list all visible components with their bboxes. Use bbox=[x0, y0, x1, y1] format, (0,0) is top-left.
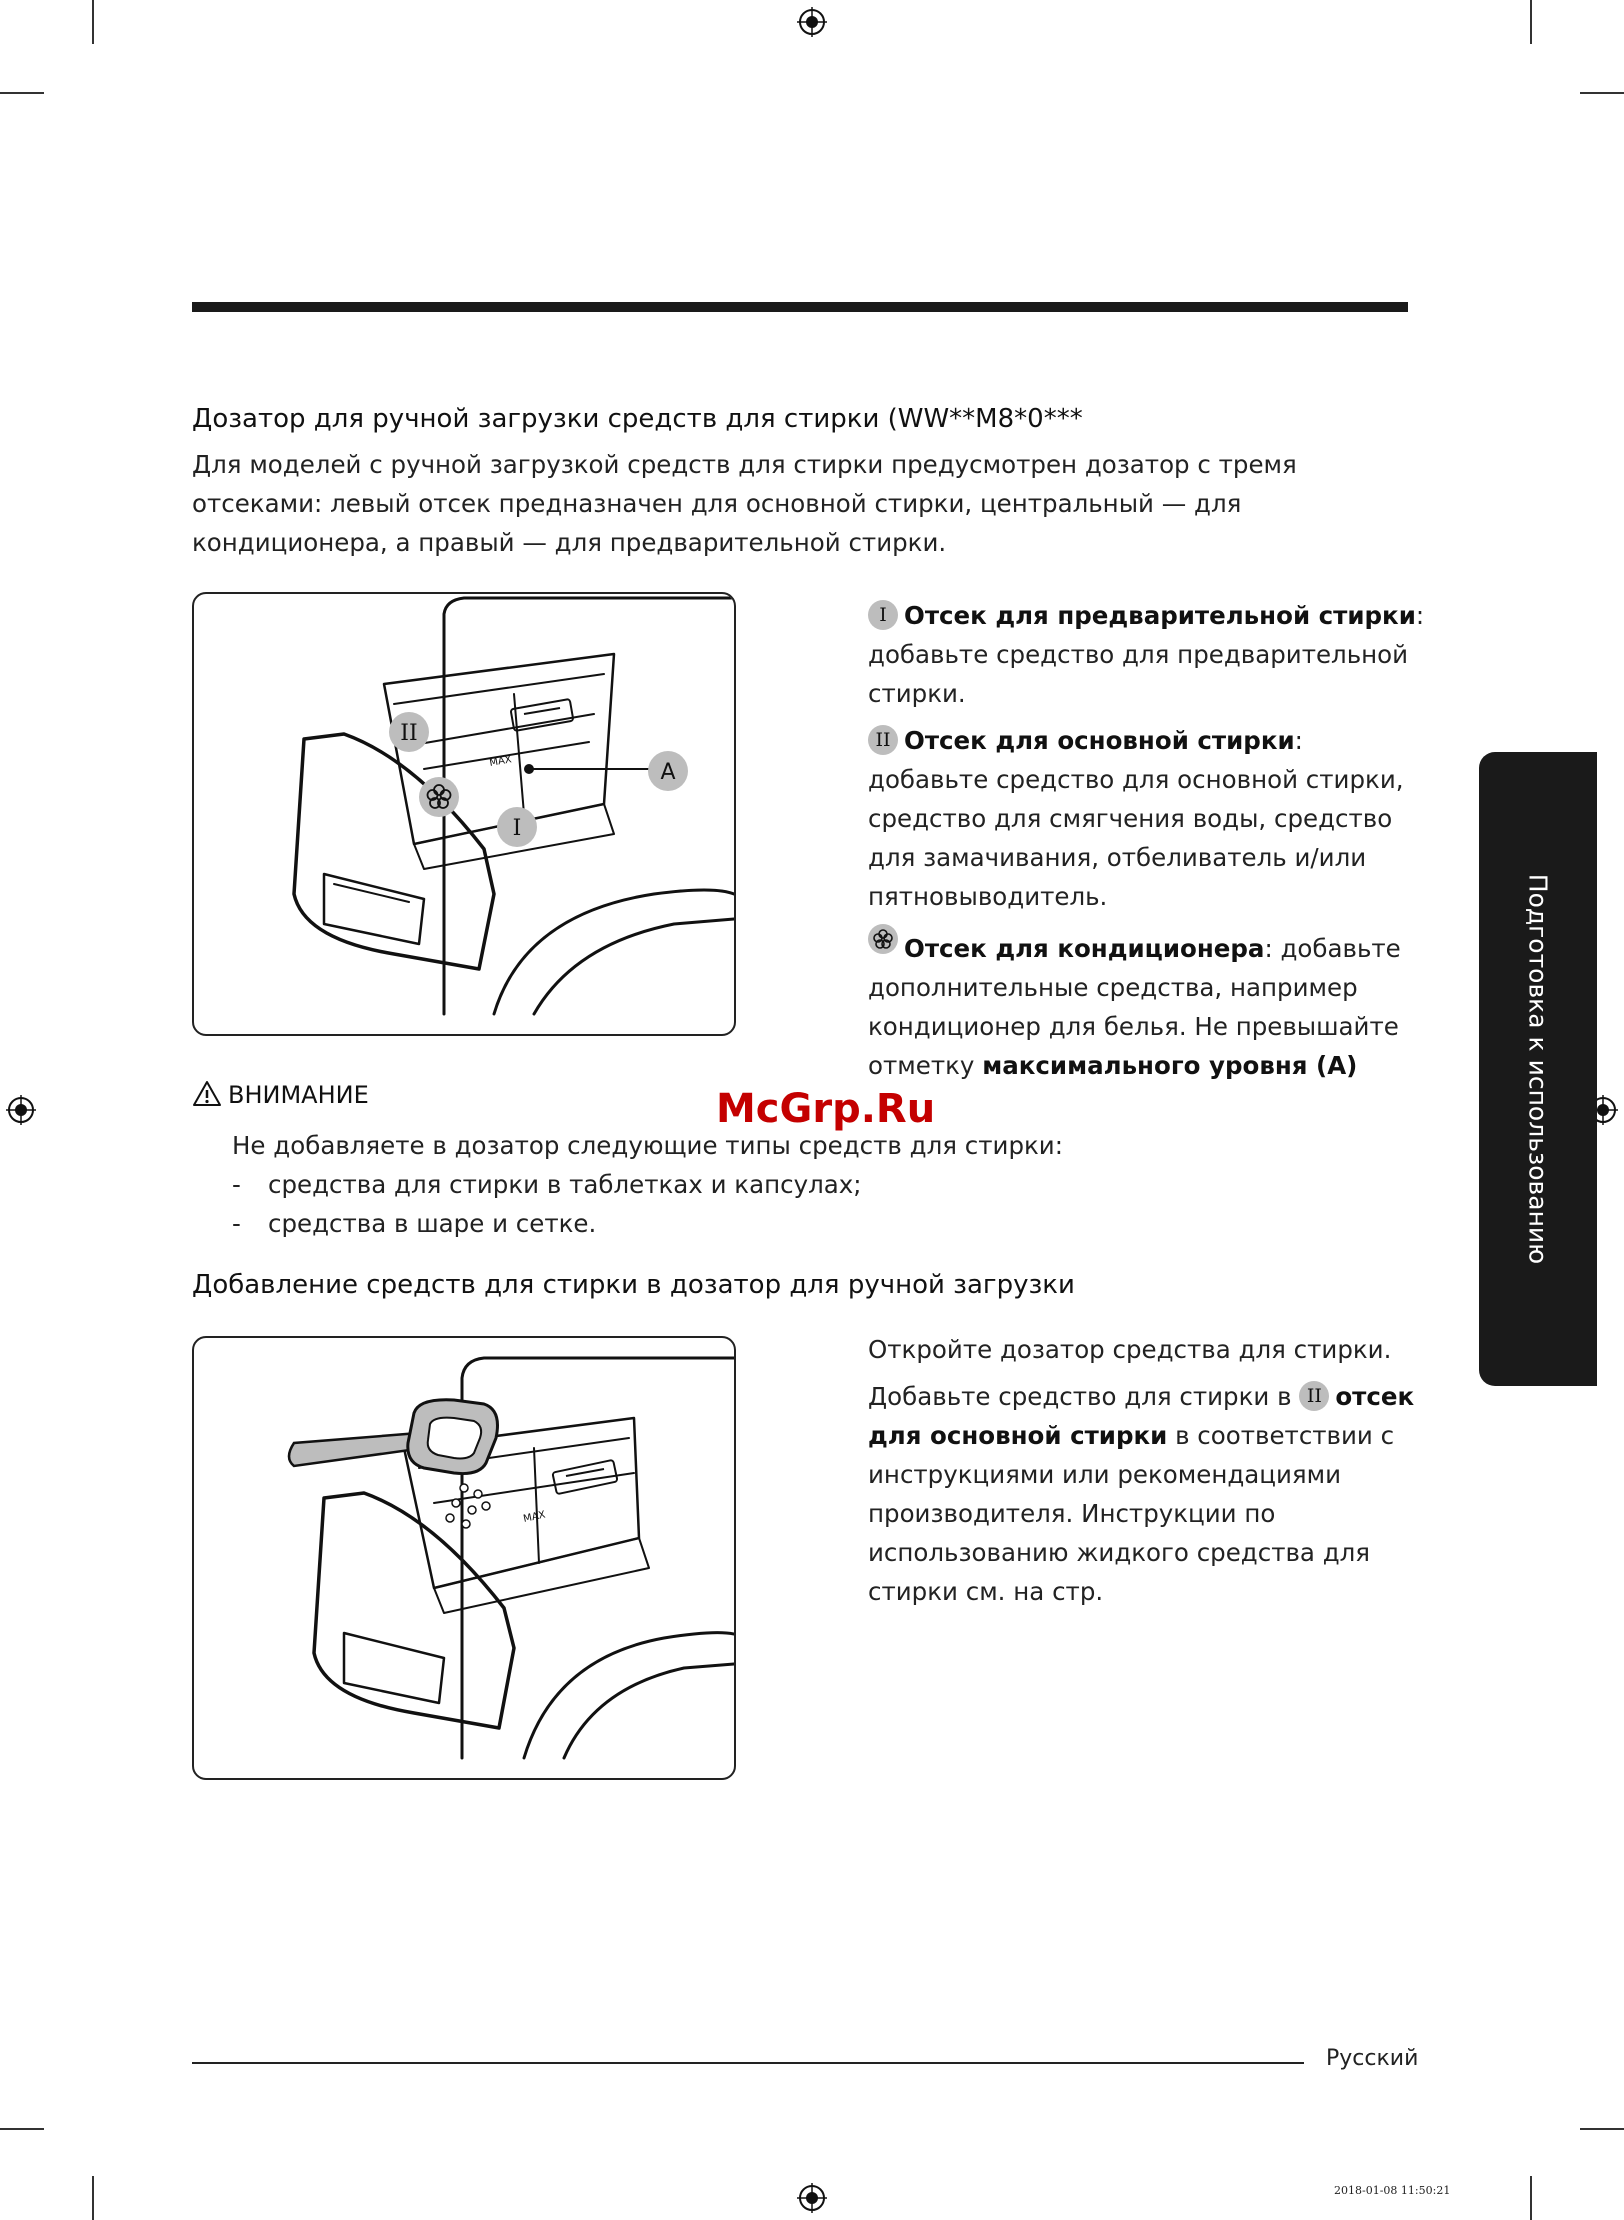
roman-2-badge-icon: II bbox=[868, 725, 898, 755]
registration-mark-icon bbox=[797, 2183, 827, 2213]
prewash-title: Отсек для предварительной стирки bbox=[904, 601, 1416, 630]
crop-mark bbox=[1580, 92, 1624, 94]
svg-text:A: A bbox=[660, 760, 676, 785]
print-info: 2018-01-08 11:50:21 bbox=[1334, 2184, 1451, 2197]
softener-text: : добавьте дополнительные средства, например кондиционер для белья. Не превышайте отметку bbox=[868, 934, 1401, 1080]
detergent-scoop bbox=[289, 1400, 498, 1474]
crop-mark bbox=[0, 2128, 44, 2130]
crop-mark bbox=[1580, 2128, 1624, 2130]
prewash-text: : добавьте средство для предварительной стирки. bbox=[868, 601, 1425, 708]
flower-badge-icon bbox=[868, 924, 898, 954]
softener-title: Отсек для кондиционера bbox=[904, 934, 1265, 963]
crop-mark bbox=[0, 92, 44, 94]
adding-detergent-figure bbox=[192, 1336, 736, 1780]
caution-title: ВНИМАНИЕ bbox=[192, 1080, 369, 1109]
softener-max-level: максимального уровня (A) bbox=[982, 1051, 1358, 1080]
roman-1-badge-icon: I bbox=[868, 600, 898, 630]
compartment-descriptions bbox=[868, 596, 1428, 1085]
footer-language: Русский bbox=[1326, 2046, 1419, 2071]
prewash-description bbox=[868, 596, 1428, 713]
warning-icon bbox=[192, 1080, 222, 1107]
flower-icon bbox=[419, 777, 459, 817]
caution-list bbox=[228, 1165, 1132, 1243]
main-text: : добавьте средство для основной стирки, средство для смягчения воды, средство для замачивания, отбеливатель и/или пятновыводитель. bbox=[868, 726, 1404, 911]
side-tab-label: Подготовка к использованию bbox=[1523, 873, 1553, 1265]
step-add-detergent: Добавьте средство для стирки в II отсек для основной стирки в соответствии с инструкциями или рекомендациями производителя. Инструкции по использованию жидкого средства для стирки см. на стр. bbox=[868, 1382, 1415, 1606]
registration-mark-icon bbox=[797, 7, 827, 37]
crop-mark bbox=[92, 0, 94, 44]
main-title: Отсек для основной стирки bbox=[904, 726, 1295, 755]
detergent-powder bbox=[446, 1484, 490, 1528]
svg-text:I: I bbox=[512, 816, 522, 841]
list-item: - средства в шаре и сетке. bbox=[228, 1204, 1132, 1243]
registration-mark-icon bbox=[6, 1095, 36, 1125]
svg-text:II: II bbox=[400, 721, 418, 746]
crop-mark bbox=[1530, 2176, 1532, 2220]
footer-line bbox=[192, 2062, 1304, 2064]
caution-text: Не добавляете в дозатор следующие типы средств для стирки: bbox=[232, 1131, 1063, 1160]
label-main-compartment bbox=[389, 712, 429, 752]
intro-paragraph: Для моделей с ручной загрузкой средств для стирки предусмотрен дозатор с тремя отсеками: левый отсек предназначен для основной стирки, центральный — для кондиционера, а правый — для предварительной стирки. bbox=[192, 450, 1297, 557]
side-tab bbox=[1479, 752, 1597, 1386]
roman-2-badge-icon: II bbox=[1299, 1381, 1329, 1411]
crop-mark bbox=[1530, 0, 1532, 44]
watermark: McGrp.Ru bbox=[716, 1086, 936, 1132]
label-prewash-compartment bbox=[497, 807, 537, 847]
section-title: Дозатор для ручной загрузки средств для стирки (WW**M8*0*** bbox=[192, 404, 1083, 434]
softener-description bbox=[868, 924, 1428, 1085]
section-header-bar bbox=[192, 302, 1408, 312]
section2-title: Добавление средств для стирки в дозатор для ручной загрузки bbox=[192, 1270, 1075, 1300]
max-mark: MAX bbox=[522, 1509, 547, 1525]
list-item: - средства для стирки в таблетках и капсулах; bbox=[228, 1165, 1132, 1204]
crop-mark bbox=[92, 2176, 94, 2220]
main-description bbox=[868, 721, 1428, 916]
caution-body bbox=[232, 1126, 1132, 1243]
dispenser-figure bbox=[192, 592, 736, 1036]
step-open-dispenser: Откройте дозатор средства для стирки. bbox=[868, 1335, 1392, 1364]
steps-text bbox=[868, 1330, 1428, 1611]
label-max-level bbox=[648, 751, 688, 791]
max-mark: MAX bbox=[488, 754, 513, 769]
